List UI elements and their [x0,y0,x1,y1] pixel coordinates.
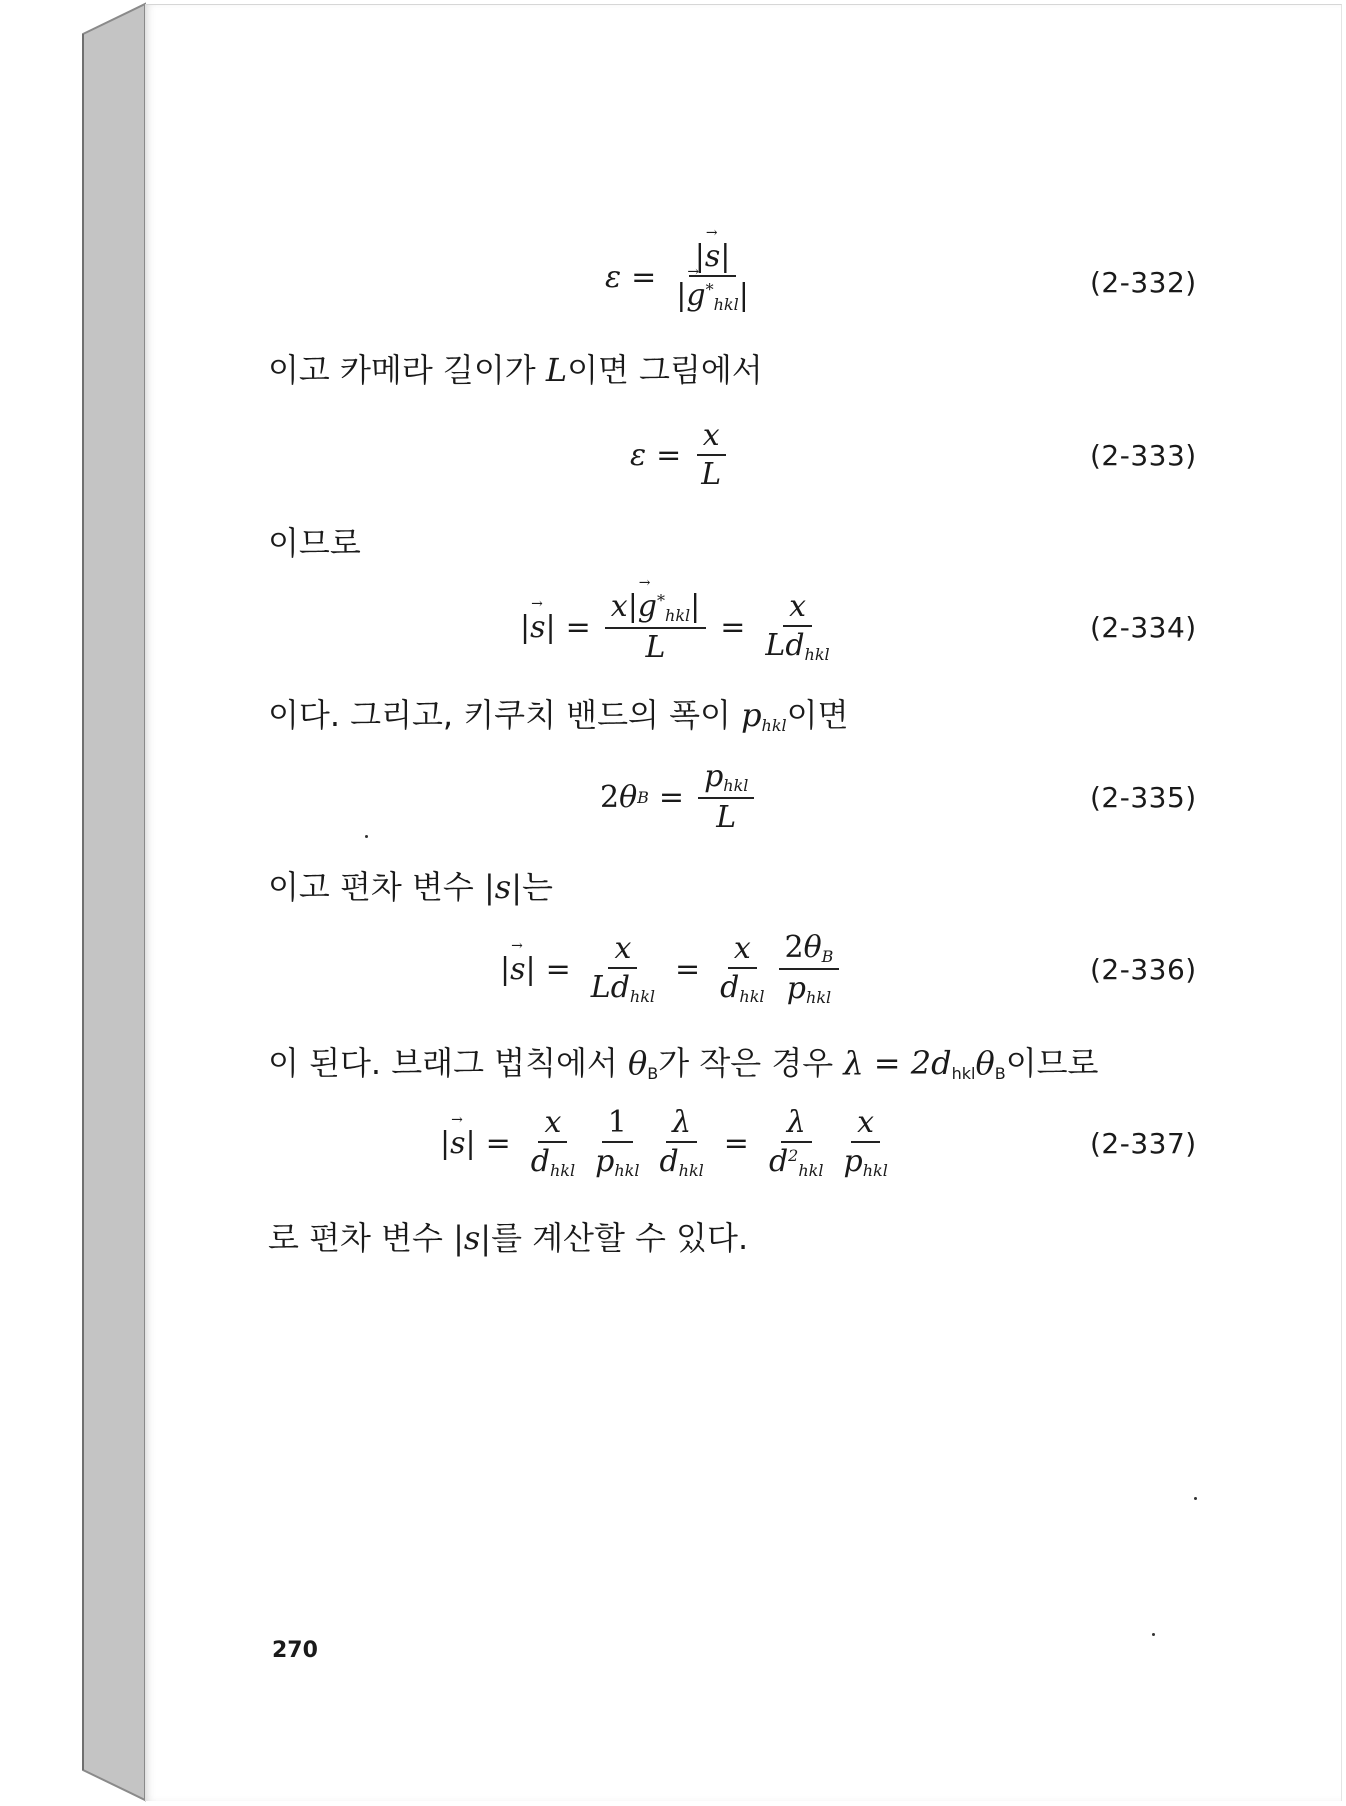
equation-2-333: ε = $\frac{x}{L}$ [630,420,731,490]
text-line-6: 로 편차 변수 |s|를 계산할 수 있다. [268,1219,749,1257]
equation-2-332: ε = $\frac{|\to s|}{|\to g^*_{hkl}|}$ [605,242,759,312]
page-number: 270 [272,1638,318,1663]
equation-2-334: | → s | = $\frac{x|\to g^*_{hkl}|}{L}$ = $\frac{x}{Ld_{hkl}}$ [520,592,840,662]
text-line-4: 이고 편차 변수 |s|는 [268,868,553,906]
equation-number: (2-334) [1090,610,1197,644]
text-line-2: 이므로 [268,524,361,562]
text-line-1: 이고 카메라 길이가 L이면 그림에서 [268,351,763,389]
equation-2-336: | → s | = $\frac{x}{Ld_{hkl}}$ = $\frac{x}{d_{hkl}}$ $\frac{2\theta_B}{p_{hkl}}$ [500,934,843,1004]
equation-2-335: 2 θ B = $\frac{p_{hkl}}{L}$ [600,762,758,832]
equation-number: (2-337) [1090,1126,1197,1160]
text-line-3: 이다. 그리고, 키쿠치 밴드의 폭이 $p_{hkl}$이면 [268,696,849,735]
equation-number: (2-332) [1090,265,1197,299]
equation-number: (2-335) [1090,780,1197,814]
text-line-5: 이 된다. 브래그 법칙에서 $\theta_B$가 작은 경우 $\lambda = 2d_{hkl}\theta_B$이므로 [268,1044,1099,1083]
speck [365,835,368,838]
equation-number: (2-333) [1090,438,1197,472]
equation-2-337: | → s | = $\frac{x}{d_{hkl}}$ $\frac{1}{p_{hkl}}$ $\frac{\lambda}{d_{hkl}}$ = $\frac{\lambda}{d^2_{hkl}}$ $\frac{x}{p_{hkl}}$ [440,1108,898,1178]
equation-number: (2-336) [1090,952,1197,986]
speck [1194,1497,1197,1500]
speck [1152,1633,1155,1636]
